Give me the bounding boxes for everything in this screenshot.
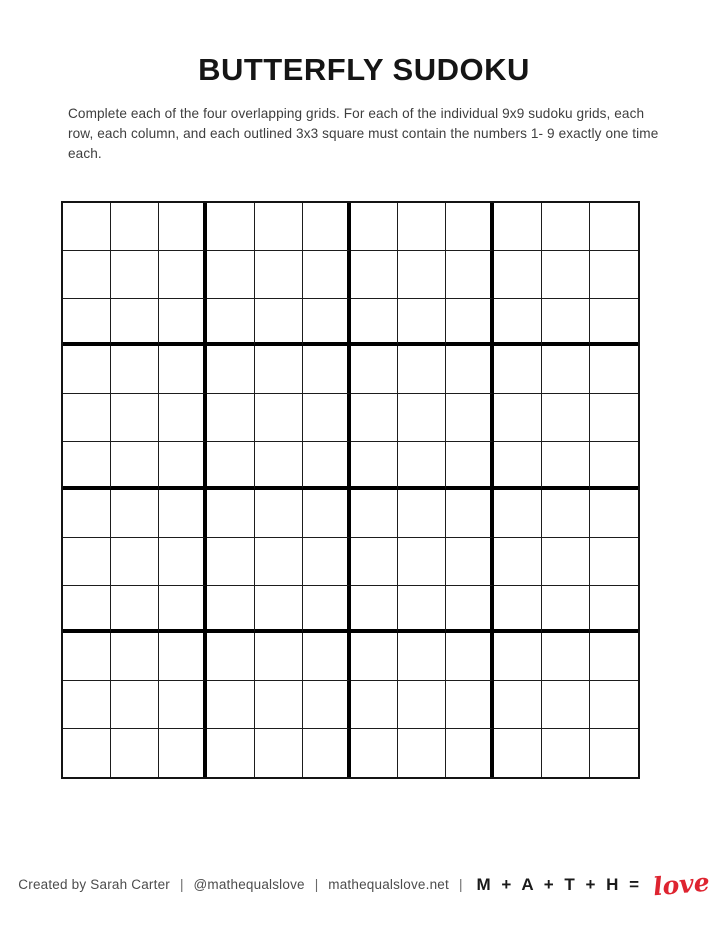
grid-cell[interactable]	[398, 442, 446, 490]
grid-cell[interactable]	[494, 633, 542, 681]
grid-cell[interactable]	[255, 442, 303, 490]
grid-cell[interactable]	[446, 538, 494, 586]
grid-cell[interactable]	[494, 442, 542, 490]
grid-cell[interactable]	[255, 681, 303, 729]
grid-cell[interactable]	[207, 394, 255, 442]
grid-cell[interactable]	[590, 251, 638, 299]
grid-cell[interactable]	[446, 394, 494, 442]
grid-cell[interactable]	[398, 299, 446, 347]
grid-cell[interactable]	[159, 203, 207, 251]
grid-cell[interactable]	[351, 490, 399, 538]
grid-cell[interactable]	[63, 538, 111, 586]
grid-cell[interactable]	[255, 586, 303, 634]
footer-social-handle: @mathequalslove	[193, 877, 305, 892]
grid-cell[interactable]	[398, 729, 446, 777]
grid-cell[interactable]	[207, 633, 255, 681]
grid-cell[interactable]	[494, 346, 542, 394]
grid-cell[interactable]	[398, 251, 446, 299]
footer-brand-math: M + A + T + H =	[476, 874, 643, 894]
grid-cell[interactable]	[542, 442, 590, 490]
grid-cell[interactable]	[590, 586, 638, 634]
grid-cell[interactable]	[111, 346, 159, 394]
grid-cell[interactable]	[111, 586, 159, 634]
grid-cell[interactable]	[255, 299, 303, 347]
instructions-text: Complete each of the four overlapping grids. For each of the individual 9x9 sudoku grids, each row, each column, and each outlined 3x3 square must contain the numbers 1- 9 exactly one time each.	[68, 105, 659, 162]
grid-cell[interactable]	[159, 538, 207, 586]
grid-cell[interactable]	[542, 394, 590, 442]
grid-cell[interactable]	[303, 442, 351, 490]
grid-cell[interactable]	[63, 586, 111, 634]
grid-cell[interactable]	[351, 251, 399, 299]
grid-cell[interactable]	[159, 586, 207, 634]
grid-cell[interactable]	[111, 538, 159, 586]
grid-cell[interactable]	[494, 729, 542, 777]
grid-cell[interactable]	[542, 490, 590, 538]
grid-cell[interactable]	[351, 681, 399, 729]
grid-cell[interactable]	[111, 490, 159, 538]
grid-cell[interactable]	[446, 251, 494, 299]
grid-cell[interactable]	[111, 203, 159, 251]
grid-cell[interactable]	[494, 490, 542, 538]
grid-cell[interactable]	[207, 729, 255, 777]
grid-cell[interactable]	[494, 538, 542, 586]
footer-website: mathequalslove.net	[328, 877, 449, 892]
grid-cell[interactable]	[398, 681, 446, 729]
grid-cell[interactable]	[111, 442, 159, 490]
grid-cell[interactable]	[446, 729, 494, 777]
grid-cell[interactable]	[351, 729, 399, 777]
grid-cell[interactable]	[542, 203, 590, 251]
grid-cell[interactable]	[542, 586, 590, 634]
grid-cell[interactable]	[111, 251, 159, 299]
grid-cell[interactable]	[446, 586, 494, 634]
grid-cell[interactable]	[303, 299, 351, 347]
grid-cell[interactable]	[255, 394, 303, 442]
grid-cell[interactable]	[255, 346, 303, 394]
grid-cell[interactable]	[159, 251, 207, 299]
grid-cell[interactable]	[542, 346, 590, 394]
grid-cell[interactable]	[303, 729, 351, 777]
grid-cell[interactable]	[590, 203, 638, 251]
grid-cell[interactable]	[398, 633, 446, 681]
grid-cell[interactable]	[63, 346, 111, 394]
grid-cell[interactable]	[159, 442, 207, 490]
grid-cell[interactable]	[111, 394, 159, 442]
grid-cell[interactable]	[446, 633, 494, 681]
grid-cell[interactable]	[207, 538, 255, 586]
grid-cell[interactable]	[207, 251, 255, 299]
grid-cell[interactable]	[255, 203, 303, 251]
grid-cell[interactable]	[207, 681, 255, 729]
grid-cell[interactable]	[446, 346, 494, 394]
grid-cell[interactable]	[207, 490, 255, 538]
grid-cell[interactable]	[351, 586, 399, 634]
grid-cell[interactable]	[159, 394, 207, 442]
grid-cell[interactable]	[111, 299, 159, 347]
footer-brand-love-script: love	[651, 867, 711, 902]
grid-cell[interactable]	[303, 586, 351, 634]
grid-cell[interactable]	[63, 394, 111, 442]
grid-cell[interactable]	[542, 681, 590, 729]
grid-cell[interactable]	[542, 729, 590, 777]
grid-cell[interactable]	[398, 394, 446, 442]
grid-cell[interactable]	[303, 633, 351, 681]
grid-cell[interactable]	[111, 681, 159, 729]
grid-cell[interactable]	[111, 729, 159, 777]
grid-cell[interactable]	[446, 490, 494, 538]
grid-cell[interactable]	[542, 299, 590, 347]
grid-cell[interactable]	[446, 681, 494, 729]
grid-cell[interactable]	[63, 729, 111, 777]
grid-cell[interactable]	[446, 299, 494, 347]
grid-cell[interactable]	[207, 299, 255, 347]
grid-cell[interactable]	[63, 490, 111, 538]
grid-cell[interactable]	[590, 633, 638, 681]
grid-cell[interactable]	[494, 394, 542, 442]
grid-cell[interactable]	[351, 299, 399, 347]
grid-cell[interactable]	[303, 538, 351, 586]
footer-author: Created by Sarah Carter	[18, 877, 170, 892]
grid-cell[interactable]	[63, 299, 111, 347]
grid-cell[interactable]	[351, 203, 399, 251]
grid-cell[interactable]	[398, 586, 446, 634]
grid-cell[interactable]	[255, 251, 303, 299]
grid-cell[interactable]	[303, 394, 351, 442]
footer-separator: |	[179, 877, 184, 892]
footer-credit-line	[0, 867, 728, 902]
grid-cell[interactable]	[255, 538, 303, 586]
grid-cell[interactable]	[207, 346, 255, 394]
footer-separator: |	[314, 877, 319, 892]
grid-cell[interactable]	[207, 586, 255, 634]
grid-cell[interactable]	[494, 586, 542, 634]
grid-cell[interactable]	[398, 203, 446, 251]
grid-cell[interactable]	[446, 442, 494, 490]
grid-cell[interactable]	[303, 681, 351, 729]
grid-cell[interactable]	[255, 729, 303, 777]
grid-cell[interactable]	[542, 633, 590, 681]
grid-cell[interactable]	[63, 442, 111, 490]
grid-cell[interactable]	[303, 251, 351, 299]
grid-cell[interactable]	[63, 251, 111, 299]
grid-cell[interactable]	[255, 490, 303, 538]
grid-cell[interactable]	[351, 538, 399, 586]
grid-cell[interactable]	[590, 729, 638, 777]
grid-cell[interactable]	[303, 490, 351, 538]
grid-cell[interactable]	[159, 299, 207, 347]
grid-cell[interactable]	[303, 203, 351, 251]
grid-cell[interactable]	[159, 346, 207, 394]
grid-cell[interactable]	[590, 299, 638, 347]
grid-cell[interactable]	[590, 490, 638, 538]
grid-cell[interactable]	[590, 346, 638, 394]
grid-cell[interactable]	[398, 346, 446, 394]
page-title: BUTTERFLY SUDOKU	[198, 51, 530, 87]
grid-cell[interactable]	[63, 203, 111, 251]
grid-cell[interactable]	[351, 442, 399, 490]
grid-cell[interactable]	[590, 681, 638, 729]
grid-cell[interactable]	[303, 346, 351, 394]
footer-separator: |	[458, 877, 463, 892]
grid-cell[interactable]	[494, 251, 542, 299]
grid-cell[interactable]	[446, 203, 494, 251]
grid-cell[interactable]	[590, 538, 638, 586]
grid-cell[interactable]	[398, 490, 446, 538]
grid-cell[interactable]	[494, 681, 542, 729]
sudoku-grid	[61, 201, 640, 779]
grid-cell[interactable]	[590, 442, 638, 490]
grid-cell[interactable]	[398, 538, 446, 586]
grid-cell[interactable]	[63, 633, 111, 681]
grid-cell[interactable]	[590, 394, 638, 442]
grid-cell[interactable]	[494, 203, 542, 251]
grid-cell[interactable]	[159, 490, 207, 538]
grid-cell[interactable]	[159, 633, 207, 681]
grid-cell[interactable]	[542, 538, 590, 586]
grid-cell[interactable]	[207, 203, 255, 251]
grid-cell[interactable]	[207, 442, 255, 490]
grid-cell[interactable]	[542, 251, 590, 299]
grid-cell[interactable]	[255, 633, 303, 681]
grid-cell[interactable]	[351, 394, 399, 442]
grid-cell[interactable]	[351, 633, 399, 681]
grid-cell[interactable]	[159, 681, 207, 729]
grid-cell[interactable]	[159, 729, 207, 777]
grid-cell[interactable]	[111, 633, 159, 681]
grid-cell[interactable]	[63, 681, 111, 729]
grid-cell[interactable]	[494, 299, 542, 347]
grid-cell[interactable]	[351, 346, 399, 394]
